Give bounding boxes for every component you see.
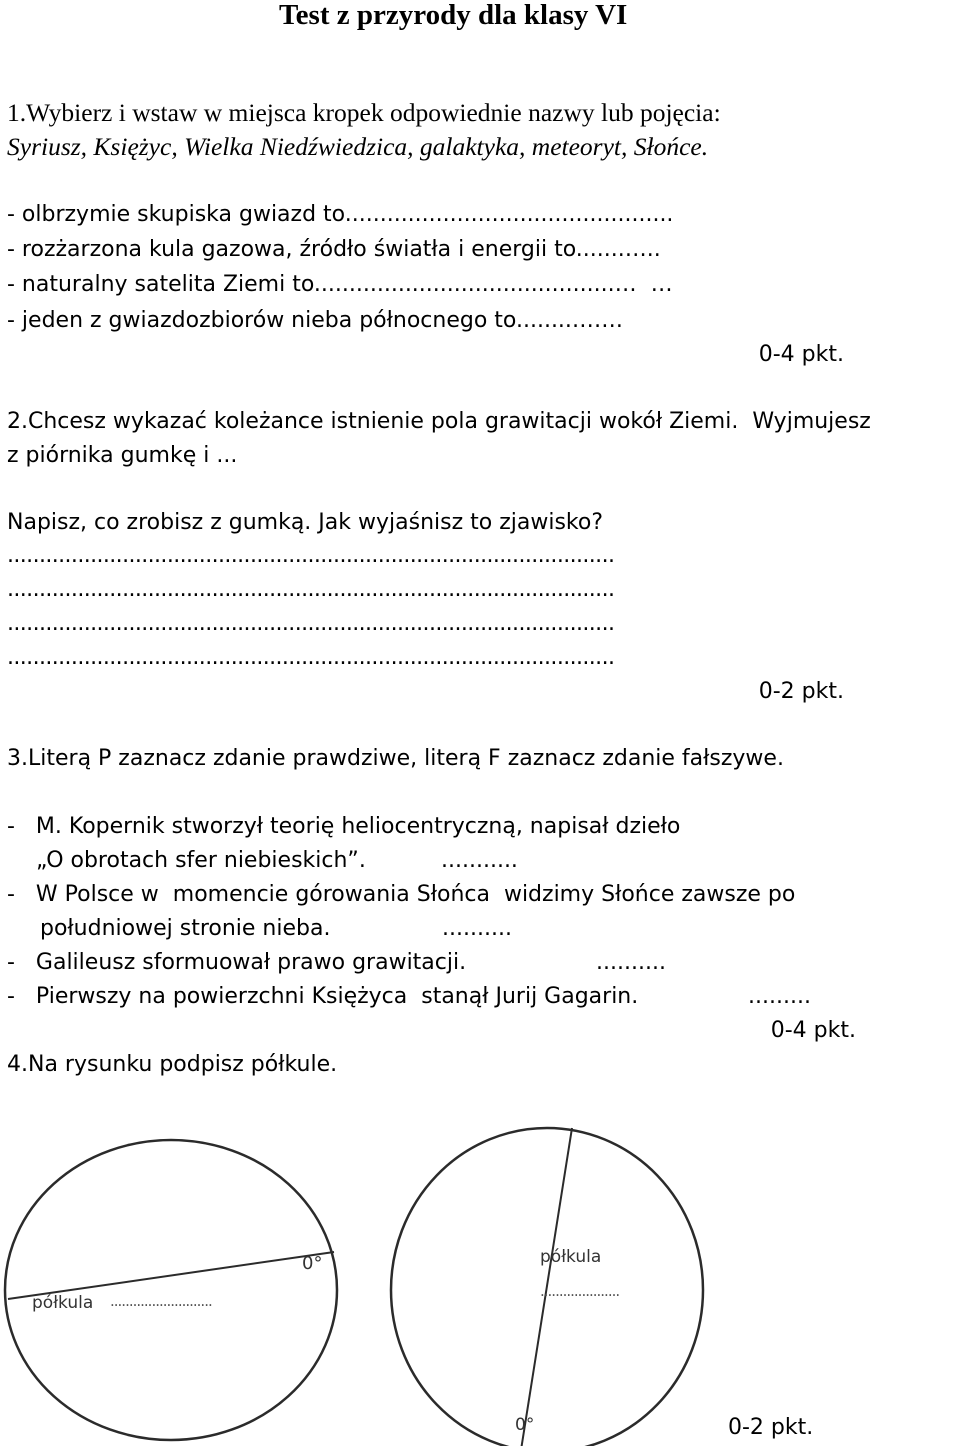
q2-answer-line-2: ............................................................................................... [7, 577, 615, 602]
q2-line-1: 2.Chcesz wykazać koleżance istnienie pola grawitacji wokół Ziemi. Wyjmujesz [7, 409, 871, 434]
q2-prompt: Napisz, co zrobisz z gumką. Jak wyjaśnisz to zjawisko? [7, 510, 604, 535]
q1-item-1: - olbrzymie skupiska gwiazd to............................................... [7, 202, 674, 227]
q1-item-4: - jeden z gwiazdozbiorów nieba północnego to........……. [7, 308, 623, 333]
globe-right-degree-label: 0° [515, 1415, 535, 1435]
q3-statement-1: - M. Kopernik stworzył teorię heliocentryczną, napisał dzieło [7, 814, 681, 839]
q3-statement-1-cont: „O obrotach sfer niebieskich”. [36, 848, 366, 873]
q4-score: 0-2 pkt. [728, 1415, 814, 1440]
q3-instruction: 3.Literą P zaznacz zdanie prawdziwe, literą F zaznacz zdanie fałszywe. [7, 746, 784, 771]
q2-answer-line-3: ............................................................................................... [7, 611, 615, 636]
q1-item-3: - naturalny satelita Ziemi to...........................................… … [7, 272, 673, 297]
q1-score: 0-4 pkt. [758, 342, 844, 367]
q1-item-2: - rozżarzona kula gazowa, źródło światła i energii to.......….. [7, 237, 661, 262]
globe-left-hemisphere-label: półkula [32, 1293, 94, 1313]
hemisphere-drawings [0, 1100, 960, 1446]
q4-instruction: 4.Na rysunku podpisz półkule. [7, 1052, 338, 1077]
page-title: Test z przyrody dla klasy VI [279, 0, 628, 31]
globe-left-outline [5, 1140, 337, 1440]
q1-instruction: 1.Wybierz i wstaw w miejsca kropek odpowiednie nazwy lub pojęcia: [7, 98, 721, 127]
q3-statement-2-cont: południowej stronie nieba. [40, 916, 331, 941]
q3-statement-2: - W Polsce w momencie górowania Słońca widzimy Słońce zawsze po [7, 882, 796, 907]
q1-terms: Syriusz, Księżyc, Wielka Niedźwiedzica, galaktyka, meteoryt, Słońce. [7, 132, 709, 161]
q3-score: 0-4 pkt. [770, 1018, 856, 1043]
globe-right-dots: ..................... [540, 1282, 620, 1300]
globe-right [391, 1128, 703, 1446]
q2-line-2: z piórnika gumkę i ... [7, 443, 238, 468]
q3-statement-2-blank: .......... [442, 916, 512, 941]
q2-answer-line-4: ............................................................................................... [7, 645, 615, 670]
q2-score: 0-2 pkt. [758, 679, 844, 704]
q3-statement-3: - Galileusz sformuował prawo grawitacji. [7, 950, 467, 975]
globe-left-degree-label: 0° [302, 1253, 323, 1274]
q2-answer-line-1: ............................................................................................... [7, 543, 615, 568]
q3-statement-4-blank: ......... [748, 984, 811, 1009]
q3-statement-3-blank: .......... [596, 950, 666, 975]
q3-statement-1-blank: ........... [441, 848, 518, 873]
globe-right-hemisphere-label: półkula [540, 1247, 602, 1267]
q3-statement-4: - Pierwszy na powierzchni Księżyca stanął Jurij Gagarin. [7, 984, 639, 1009]
globe-left-dots: ........................... [110, 1292, 212, 1310]
globe-left [5, 1140, 337, 1440]
